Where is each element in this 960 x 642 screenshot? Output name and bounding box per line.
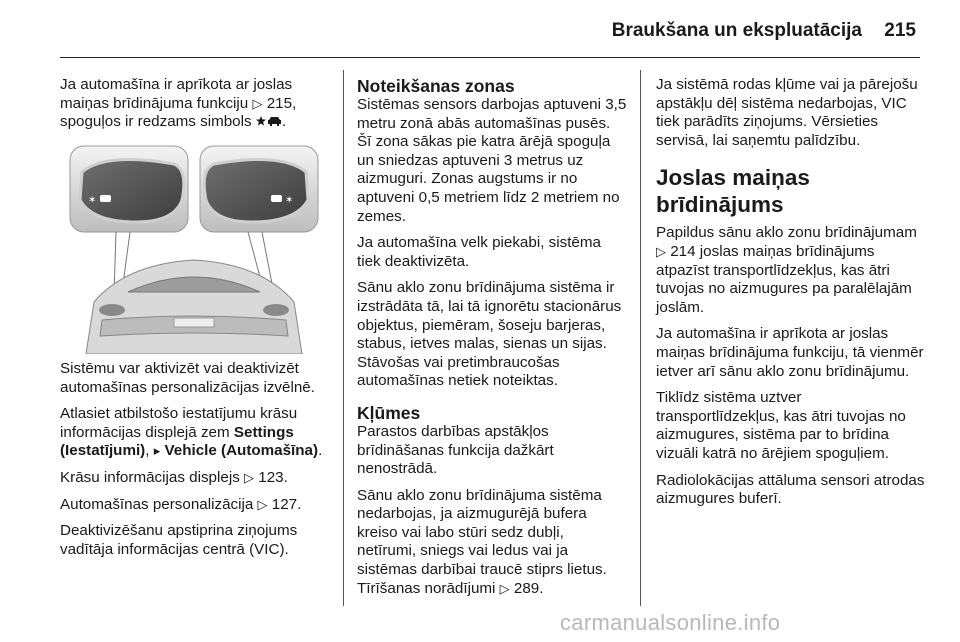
- column-divider-1: [343, 70, 344, 606]
- blind-spot-warning-icon: [256, 113, 282, 130]
- mirror-illustration: [66, 142, 322, 354]
- header-rule: [60, 57, 920, 58]
- column-1: [60, 76, 330, 140]
- paragraph: Ja automašīna ir aprīkota ar joslas maiņas brīdinājuma funkciju, tā vienmēr ietver arī sānu aklo zonu brīdinājumu.: [656, 325, 924, 380]
- heading-detection-zones: Noteikšanas zonas: [357, 76, 515, 96]
- paragraph: Tiklīdz sistēma uztver transportlīdzekļus, kas ātri tuvojas no aizmugures, sistēma par to brīdina vizuāli katrā no ārējiem spoguļiem.: [656, 389, 906, 462]
- header-title: Braukšana un ekspluatācija: [611, 20, 862, 41]
- paragraph: Sistēmu var aktivizēt vai deaktivizēt automašīnas personalizācijas izvēlnē.: [60, 360, 315, 396]
- paragraph: Sistēmas sensors darbojas aptuveni 3,5 metru zonā abās automašīnas pusēs. Šī zona sākas pie katra ārējā spoguļa un sniedzas aptuveni 3 metrus uz aizmuguri. Zonas augstums ir no aptuveni 0,5 metriem līdz 2 metriem no zemes.: [357, 96, 627, 225]
- heading-lane-change-alert: Joslas maiņas brīdinājums: [656, 165, 810, 218]
- heading-faults: Kļūmes: [357, 402, 421, 423]
- watermark: carmanualsonline.info: [560, 610, 781, 635]
- ref-arrow-icon: ▷: [244, 469, 255, 485]
- paragraph: Deaktivizēšanu apstiprina ziņojums vadītāja informācijas centrā (VIC).: [60, 522, 298, 558]
- page-number: 215: [884, 20, 916, 41]
- ref-arrow-icon: ▷: [656, 243, 666, 259]
- paragraph: Sānu aklo zonu brīdinājuma sistēma nedarbojas, ja aizmugurējā bufera kreiso vai labo stūri sedz dubļi, netīrumi, sniegs vai ledus vai ja sistēmas darbībai traucē stiprs lietus. Tīrīšanas norādījumi ▷ 289.: [357, 486, 607, 597]
- page-reference[interactable]: 127: [271, 495, 298, 513]
- svg-text:✶: ✶: [285, 195, 294, 206]
- paragraph: Atlasiet atbilstošo iestatījumu krāsu informācijas displejā zem Settings (Iestatījumi), ▸ Vehicle (Automašīna).: [60, 405, 323, 460]
- ref-arrow-icon: ▷: [252, 95, 263, 111]
- vehicle-menu-label: Vehicle (Automašīna): [164, 442, 319, 460]
- paragraph: Parastos darbības apstākļos brīdināšanas funkcija dažkārt nenostrādā.: [357, 422, 554, 478]
- column-1-lower: [60, 360, 330, 567]
- page-reference[interactable]: 214: [670, 242, 696, 260]
- paragraph: Sānu aklo zonu brīdinājuma sistēma ir izstrādāta tā, lai tā ignorētu stacionārus objektus, piemēram, šoseju barjeras, stabus, ietves malas, sienas un sijas. Stāvošas vai pretimbraucošas automašīnas netiek noteiktas.: [357, 279, 622, 390]
- ref-arrow-icon: ▷: [257, 496, 268, 512]
- paragraph: Automašīnas personalizācija ▷ 127.: [60, 495, 302, 513]
- vehicle-menu-icon: ▸: [153, 443, 161, 459]
- column-divider-2: [640, 70, 641, 606]
- paragraph: Ja sistēmā rodas kļūme vai ja pārejošu apstākļu dēļ sistēma nedarbojas, VIC tiek parādīts ziņojums. Vērsieties servisā, lai saņemtu palīdzību.: [656, 76, 918, 149]
- page-reference[interactable]: 123: [258, 468, 284, 486]
- svg-text:✶: ✶: [88, 195, 97, 206]
- paragraph: Papildus sānu aklo zonu brīdinājumam ▷ 214 joslas maiņas brīdinājums atpazīst transportlīdzekļus, kas ātri tuvojas no aizmugures pa paralēlajām joslām.: [656, 224, 917, 316]
- paragraph: Ja automašīna velk piekabi, sistēma tiek deaktivizēta.: [357, 234, 601, 270]
- ref-arrow-icon: ▷: [499, 580, 510, 596]
- paragraph: Ja automašīna ir aprīkota ar joslas maiņas brīdinājuma funkciju ▷ 215, spoguļos ir redzams simbols .: [60, 76, 297, 131]
- page-reference[interactable]: 289: [513, 579, 540, 597]
- column-3: [656, 76, 926, 517]
- page-reference[interactable]: 215: [266, 94, 293, 112]
- paragraph: Radiolokācijas attāluma sensori atrodas aizmugures buferī.: [656, 471, 925, 508]
- column-2: [357, 76, 627, 606]
- paragraph: Krāsu informācijas displejs ▷ 123.: [60, 468, 288, 486]
- settings-menu-label: Settings (Iestatījumi): [60, 423, 294, 460]
